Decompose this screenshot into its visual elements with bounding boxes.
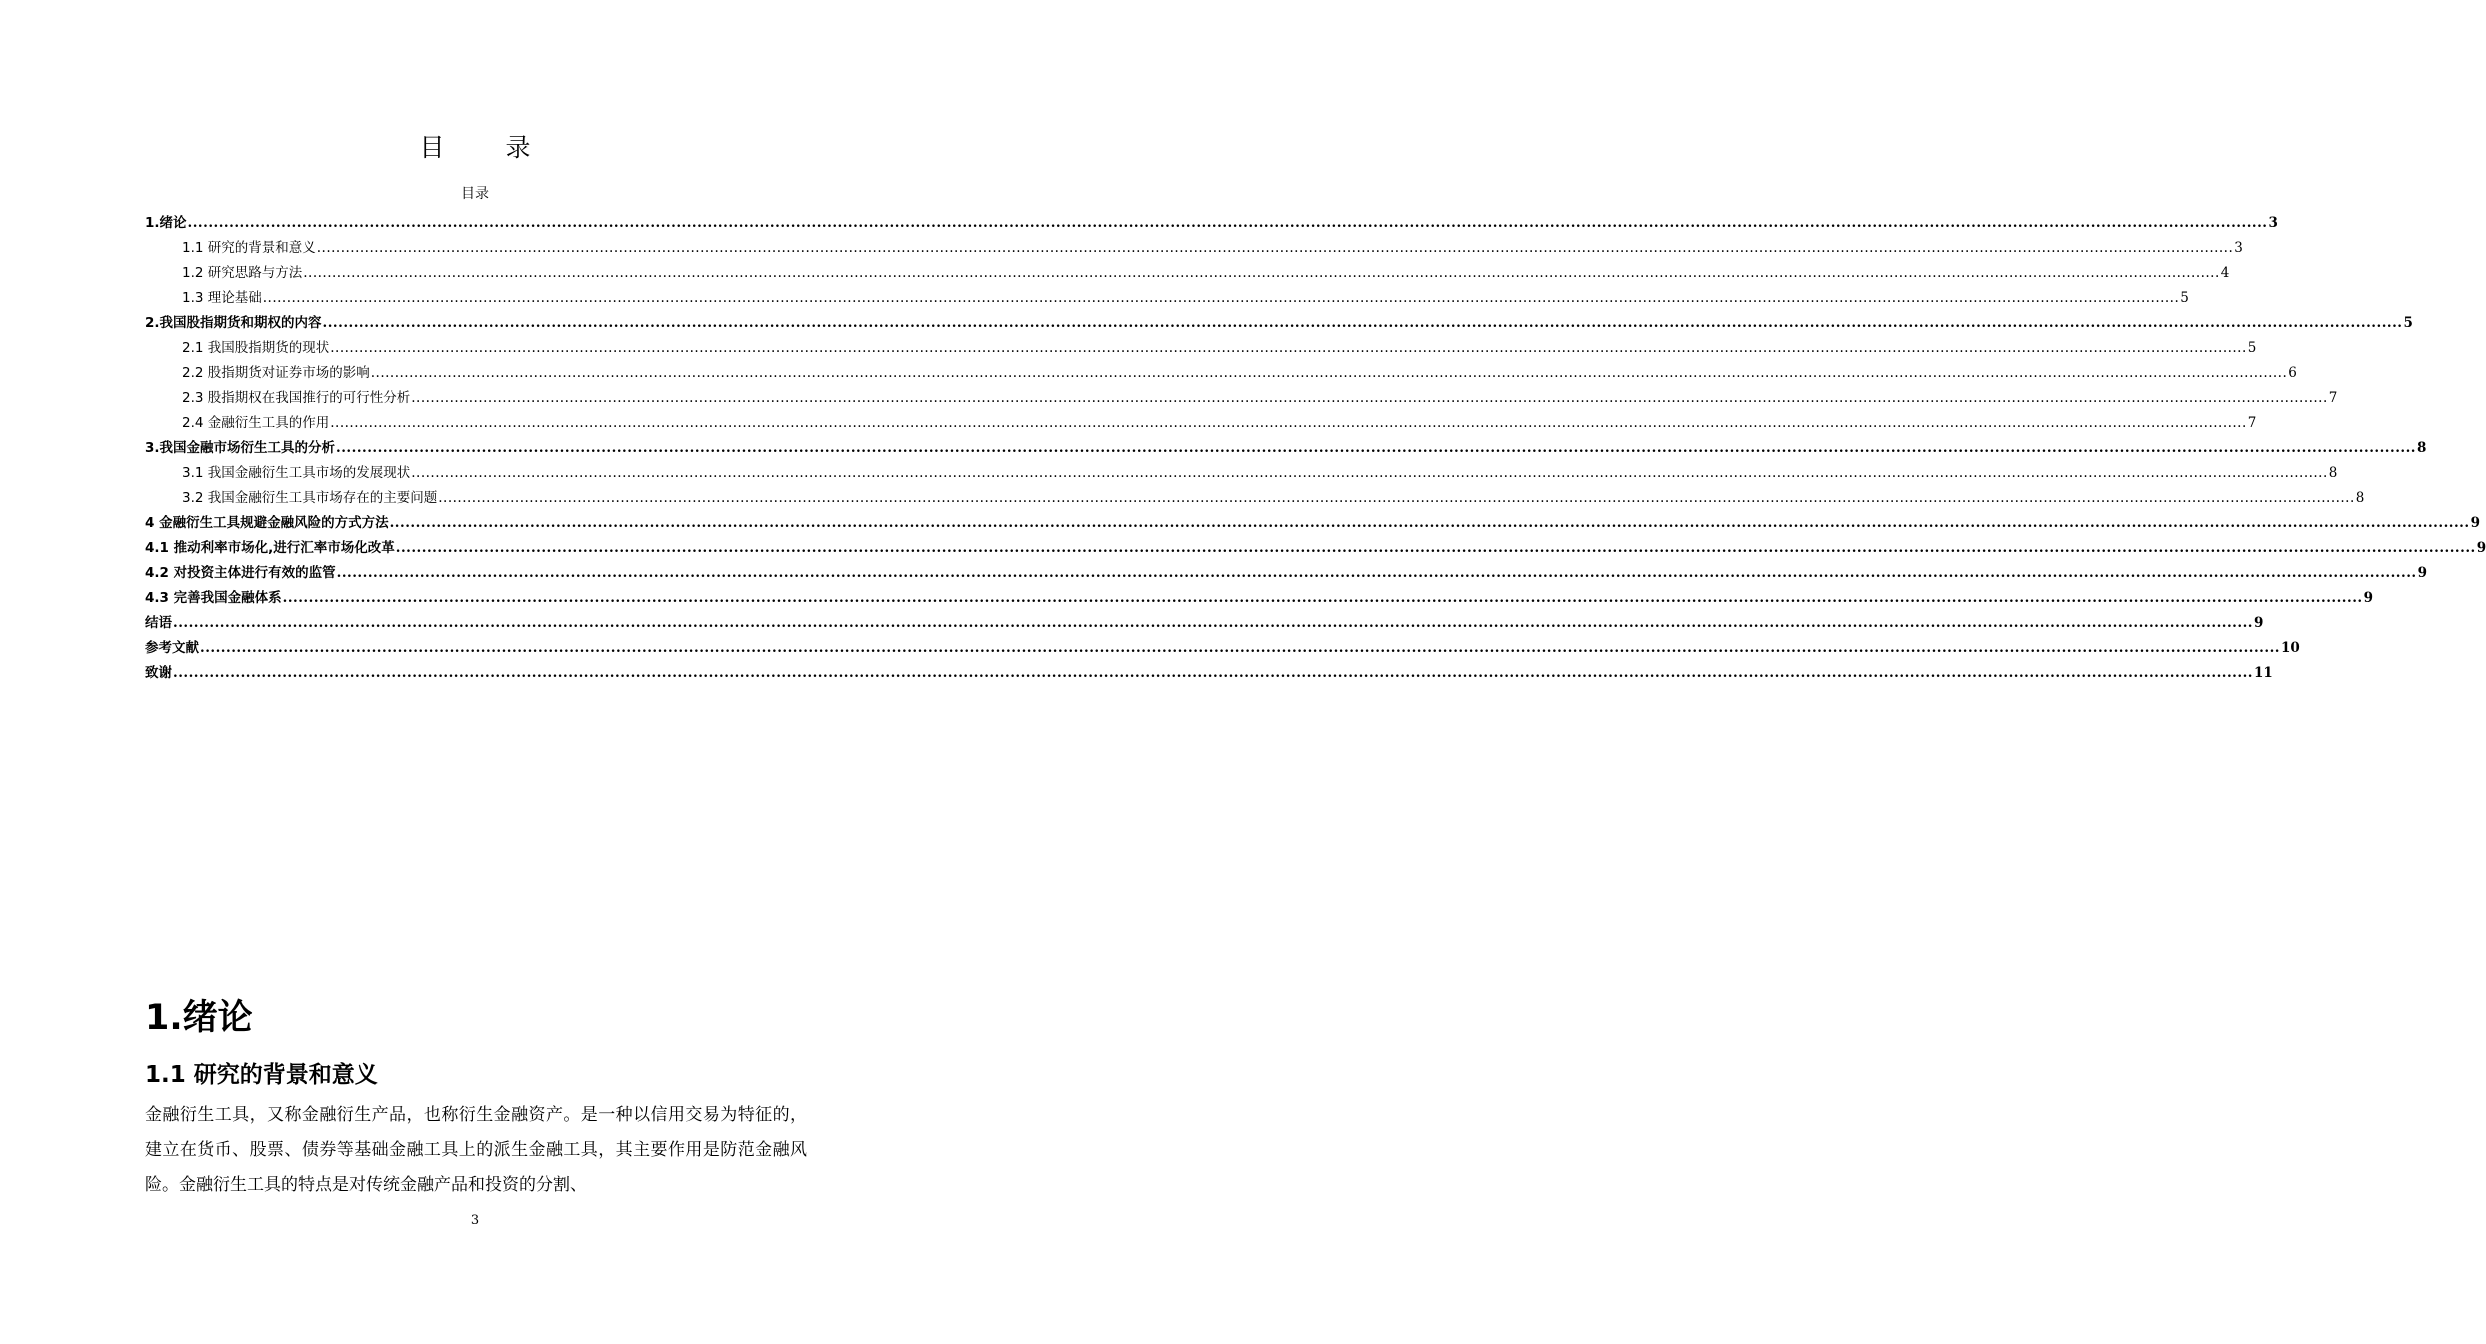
toc-entry-page: 8 [2417,440,2427,456]
toc-leader-dots: ................................................................................................................................................................................................................................................................................................................................................................................................................ [322,315,2403,331]
toc-entry-page: 3 [2268,215,2278,231]
toc-leader-dots: ................................................................................................................................................................................................................................................................................................................................................................................................................ [370,365,2288,381]
toc-entry[interactable] [145,536,2486,561]
toc-entry-page: 7 [2328,390,2338,406]
toc-leader-dots: ................................................................................................................................................................................................................................................................................................................................................................................................................ [411,465,2328,481]
toc-leader-dots: ................................................................................................................................................................................................................................................................................................................................................................................................................ [336,440,2417,456]
toc-entry[interactable] [145,261,2230,286]
toc-leader-dots: ................................................................................................................................................................................................................................................................................................................................................................................................................ [395,540,2476,556]
toc-entry-page: 8 [2328,465,2338,481]
toc-entry[interactable] [145,286,2189,311]
toc-entry-label: 参考文献 [145,640,199,656]
section-heading: 1.绪论 [145,998,253,1038]
toc-entry[interactable] [145,661,2273,686]
toc-entry-label: 3.1 我国金融衍生工具市场的发展现状 [182,465,411,481]
toc-entry-label: 1.1 研究的背景和意义 [182,240,316,256]
toc-leader-dots: ................................................................................................................................................................................................................................................................................................................................................................................................................ [330,415,2247,431]
toc-entry-label: 2.2 股指期货对证券市场的影响 [182,365,370,381]
toc-leader-dots: ................................................................................................................................................................................................................................................................................................................................................................................................................ [200,640,2280,656]
toc-entry[interactable] [145,511,2480,536]
toc-leader-dots: ................................................................................................................................................................................................................................................................................................................................................................................................................ [389,515,2470,531]
toc-entry[interactable] [145,561,2428,586]
toc-entry-label: 2.3 股指期权在我国推行的可行性分析 [182,390,411,406]
toc-entry-page: 9 [2363,590,2374,606]
toc-entry-label: 2.我国股指期货和期权的内容 [145,315,322,331]
toc-leader-dots: ................................................................................................................................................................................................................................................................................................................................................................................................................ [336,565,2417,581]
toc-entry-page: 5 [2403,315,2413,331]
toc-entry-label: 2.4 金融衍生工具的作用 [182,415,330,431]
toc-leader-dots: ................................................................................................................................................................................................................................................................................................................................................................................................................ [330,340,2247,356]
toc-leader-dots: ................................................................................................................................................................................................................................................................................................................................................................................................................ [282,590,2363,606]
toc-entry-page: 6 [2288,365,2297,381]
toc-entry-label: 3.我国金融市场衍生工具的分析 [145,440,336,456]
toc-entry[interactable] [145,611,2264,636]
toc-entry[interactable] [145,361,2297,386]
toc-leader-dots: ................................................................................................................................................................................................................................................................................................................................................................................................................ [173,615,2253,631]
toc-entry-page: 11 [2253,665,2273,681]
toc-entry-page: 9 [2417,565,2428,581]
toc-leader-dots: ................................................................................................................................................................................................................................................................................................................................................................................................................ [262,290,2180,306]
toc-entry-label: 3.2 我国金融衍生工具市场存在的主要问题 [182,490,438,506]
toc-entry[interactable] [145,461,2338,486]
toc-leader-dots: ................................................................................................................................................................................................................................................................................................................................................................................................................ [316,240,2234,256]
toc-entry-page: 5 [2180,290,2189,306]
toc-entry-page: 10 [2280,640,2300,656]
toc-entry-page: 3 [2234,240,2243,256]
toc-leader-dots: ................................................................................................................................................................................................................................................................................................................................................................................................................ [173,665,2253,681]
toc-entry[interactable] [145,436,2427,461]
toc-entry-label: 4.2 对投资主体进行有效的监管 [145,565,336,581]
toc-leader-dots: ................................................................................................................................................................................................................................................................................................................................................................................................................ [187,215,2268,231]
toc-entry-page: 9 [2253,615,2264,631]
toc-entry-page: 8 [2355,490,2365,506]
toc-entry-page: 9 [2470,515,2480,531]
toc-entry[interactable] [145,336,2257,361]
table-of-contents [145,211,2486,686]
toc-entry[interactable] [145,311,2413,336]
toc-entry-label: 1.绪论 [145,215,187,231]
toc-entry-label: 1.3 理论基础 [182,290,262,306]
toc-entry[interactable] [145,411,2257,436]
toc-entry[interactable] [145,236,2243,261]
toc-leader-dots: ................................................................................................................................................................................................................................................................................................................................................................................................................ [411,390,2328,406]
toc-entry[interactable] [145,636,2300,661]
subsection-heading: 1.1 研究的背景和意义 [145,1062,378,1088]
toc-leader-dots: ................................................................................................................................................................................................................................................................................................................................................................................................................ [303,265,2220,281]
toc-entry-label: 结语 [145,615,172,631]
toc-entry-label: 4.1 推动利率市场化,进行汇率市场化改革 [145,540,395,556]
toc-entry[interactable] [145,486,2365,511]
page-title: 目 录 [419,133,549,162]
toc-entry-page: 7 [2247,415,2257,431]
toc-entry[interactable] [145,211,2278,236]
toc-entry[interactable] [145,386,2338,411]
toc-entry-label: 2.1 我国股指期货的现状 [182,340,330,356]
toc-subtitle: 目录 [461,186,489,202]
toc-entry-page: 9 [2476,540,2486,556]
body-paragraph: 金融衍生工具，又称金融衍生产品，也称衍生金融资产。是一种以信用交易为特征的，建立在货币、股票、债券等基础金融工具上的派生金融工具，其主要作用是防范金融风险。金融衍生工具的特点是对传统金融产品和投资的分割、 [145,1105,807,1195]
toc-leader-dots: ................................................................................................................................................................................................................................................................................................................................................................................................................ [438,490,2355,506]
toc-entry-label: 4 金融衍生工具规避金融风险的方式方法 [145,515,389,531]
page-number: 3 [470,1213,480,1228]
toc-entry-page: 5 [2247,340,2257,356]
toc-entry-label: 1.2 研究思路与方法 [182,265,303,281]
toc-entry[interactable] [145,586,2374,611]
toc-entry-label: 致谢 [145,665,172,681]
toc-entry-label: 4.3 完善我国金融体系 [145,590,282,606]
toc-entry-page: 4 [2220,265,2230,281]
